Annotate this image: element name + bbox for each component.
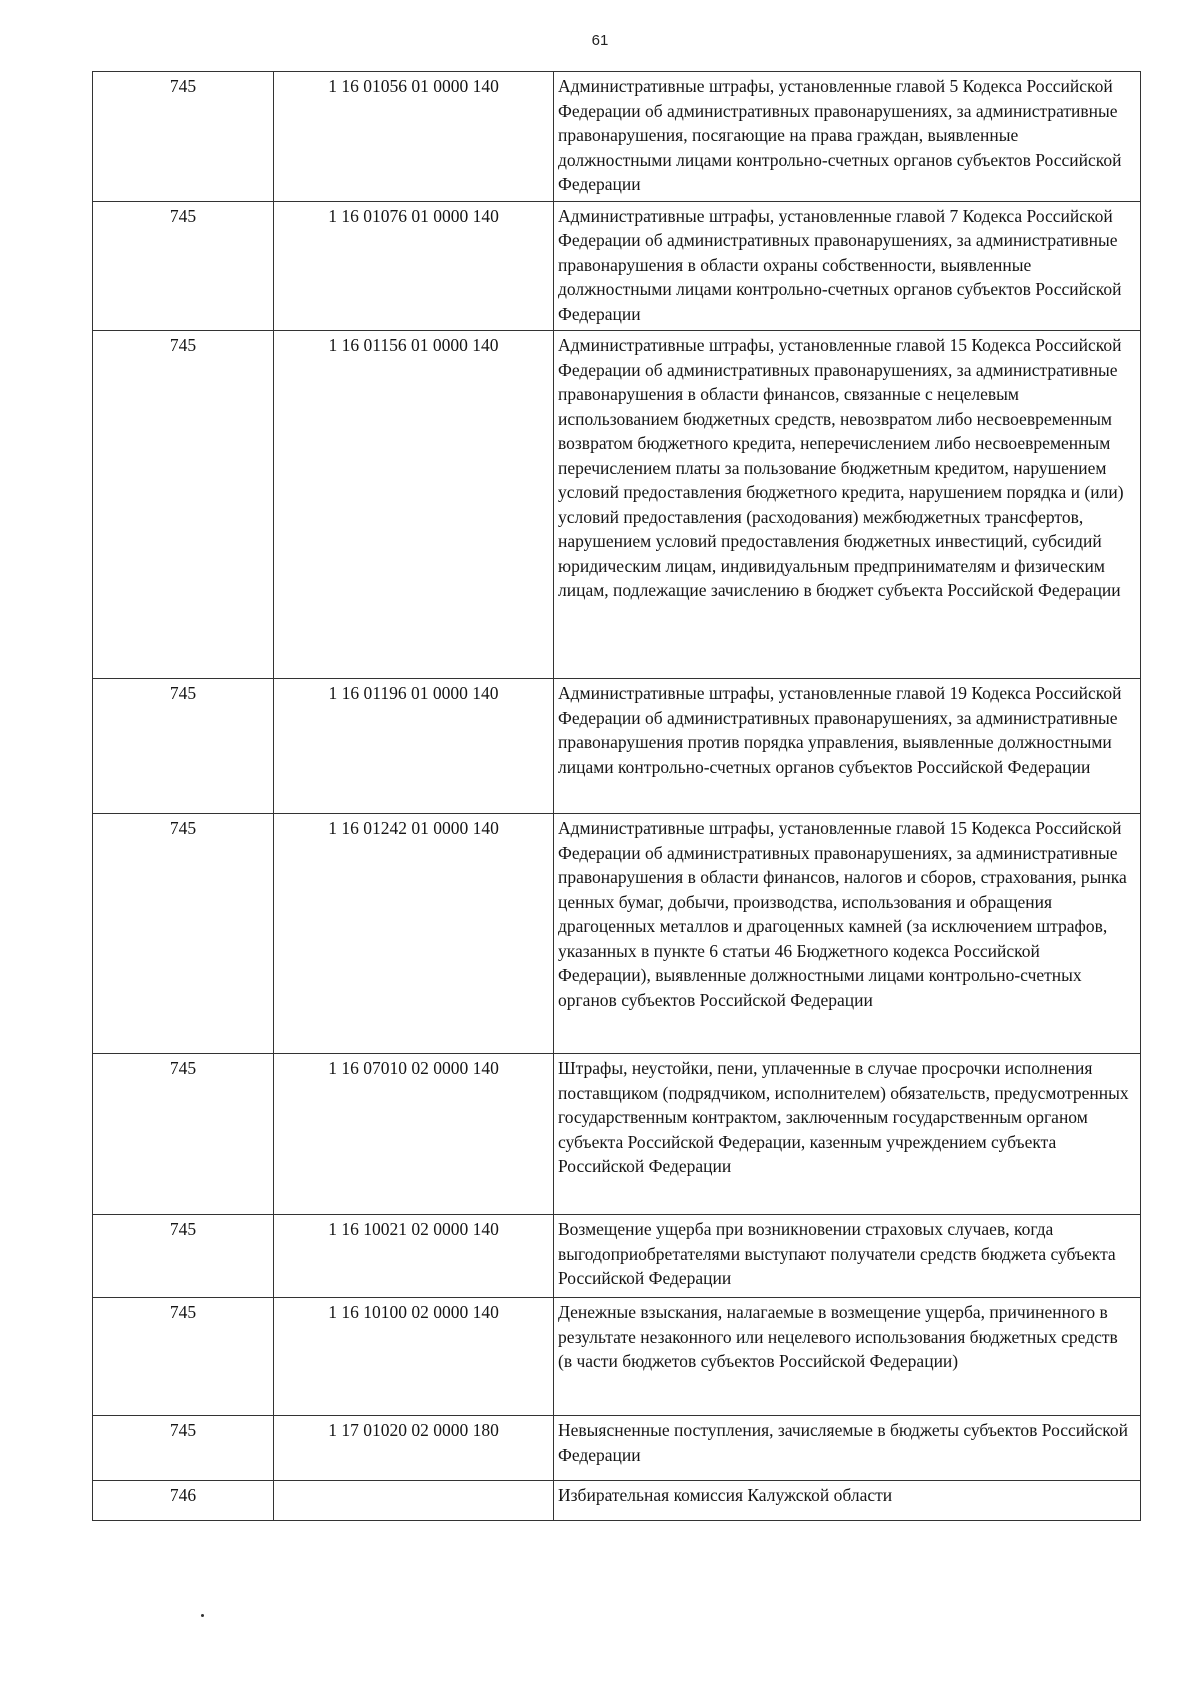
page-number: 61 bbox=[591, 32, 609, 49]
revenue-code-cell: 1 16 01056 01 0000 140 bbox=[274, 72, 554, 202]
revenue-code-cell bbox=[274, 1481, 554, 1521]
table-row bbox=[93, 1054, 1141, 1215]
revenue-code-cell: 1 16 01196 01 0000 140 bbox=[274, 679, 554, 814]
admin-code-cell: 746 bbox=[93, 1481, 274, 1521]
admin-code-cell: 745 bbox=[93, 679, 274, 814]
table-row bbox=[93, 679, 1141, 814]
revenue-code-cell: 1 16 01242 01 0000 140 bbox=[274, 814, 554, 1054]
table-row bbox=[93, 814, 1141, 1054]
description-cell: Административные штрафы, установленные главой 5 Кодекса Российской Федерации об административных правонарушениях, за административные правонарушения, посягающие на права граждан, выявленные должностными лицами контрольно-счетных органов субъектов Российской Федерации bbox=[554, 72, 1141, 202]
description-cell: Административные штрафы, установленные главой 19 Кодекса Российской Федерации об административных правонарушениях, за административные правонарушения против порядка управления, выявленные должностными лицами контрольно-счетных органов субъектов Российской Федерации bbox=[554, 679, 1141, 814]
table-row bbox=[93, 1298, 1141, 1416]
admin-code-cell: 745 bbox=[93, 331, 274, 679]
table-row bbox=[93, 1481, 1141, 1521]
description-cell: Избирательная комиссия Калужской области bbox=[554, 1481, 1141, 1521]
admin-code-cell: 745 bbox=[93, 1054, 274, 1215]
description-cell: Административные штрафы, установленные главой 7 Кодекса Российской Федерации об административных правонарушениях, за административные правонарушения в области охраны собственности, выявленные должностными лицами контрольно-счетных органов субъектов Российской Федерации bbox=[554, 201, 1141, 331]
revenue-code-cell: 1 16 10100 02 0000 140 bbox=[274, 1298, 554, 1416]
budget-revenue-table bbox=[92, 71, 1141, 1521]
admin-code-cell: 745 bbox=[93, 1298, 274, 1416]
admin-code-cell: 745 bbox=[93, 814, 274, 1054]
description-cell: Административные штрафы, установленные главой 15 Кодекса Российской Федерации об административных правонарушениях, за административные правонарушения в области финансов, связанные с нецелевым использованием бюджетных средств, невозвратом либо несвоевременным возвратом бюджетного кредита, неперечислением либо несвоевременным перечислением платы за пользование бюджетным кредитом, нарушением условий предоставления бюджетного кредита, нарушением порядка и (или) условий предоставления (расходования) межбюджетных трансфертов, нарушением условий предоставления бюджетных инвестиций, субсидий юридическим лицам, индивидуальным предпринимателям и физическим лицам, подлежащие зачислению в бюджет субъекта Российской Федерации bbox=[554, 331, 1141, 679]
revenue-code-cell: 1 16 01076 01 0000 140 bbox=[274, 201, 554, 331]
revenue-code-cell: 1 16 10021 02 0000 140 bbox=[274, 1215, 554, 1298]
scan-speck bbox=[201, 1614, 204, 1617]
table-row bbox=[93, 1215, 1141, 1298]
description-cell: Невыясненные поступления, зачисляемые в бюджеты субъектов Российской Федерации bbox=[554, 1416, 1141, 1481]
description-cell: Денежные взыскания, налагаемые в возмещение ущерба, причиненного в результате незаконного или нецелевого использования бюджетных средств (в части бюджетов субъектов Российской Федерации) bbox=[554, 1298, 1141, 1416]
table-row bbox=[93, 331, 1141, 679]
table-row bbox=[93, 72, 1141, 202]
revenue-code-cell: 1 16 07010 02 0000 140 bbox=[274, 1054, 554, 1215]
admin-code-cell: 745 bbox=[93, 72, 274, 202]
revenue-code-cell: 1 17 01020 02 0000 180 bbox=[274, 1416, 554, 1481]
description-cell: Штрафы, неустойки, пени, уплаченные в случае просрочки исполнения поставщиком (подрядчиком, исполнителем) обязательств, предусмотренных государственным контрактом, заключенным государственным органом субъекта Российской Федерации, казенным учреждением субъекта Российской Федерации bbox=[554, 1054, 1141, 1215]
admin-code-cell: 745 bbox=[93, 201, 274, 331]
admin-code-cell: 745 bbox=[93, 1215, 274, 1298]
description-cell: Административные штрафы, установленные главой 15 Кодекса Российской Федерации об административных правонарушениях, за административные правонарушения в области финансов, налогов и сборов, страхования, рынка ценных бумаг, добычи, производства, использования и обращения драгоценных металлов и драгоценных камней (за исключением штрафов, указанных в пункте 6 статьи 46 Бюджетного кодекса Российской Федерации), выявленные должностными лицами контрольно-счетных органов субъектов Российской Федерации bbox=[554, 814, 1141, 1054]
description-cell: Возмещение ущерба при возникновении страховых случаев, когда выгодоприобретателями выступают получатели средств бюджета субъекта Российской Федерации bbox=[554, 1215, 1141, 1298]
table-row bbox=[93, 1416, 1141, 1481]
admin-code-cell: 745 bbox=[93, 1416, 274, 1481]
revenue-code-cell: 1 16 01156 01 0000 140 bbox=[274, 331, 554, 679]
table-row bbox=[93, 201, 1141, 331]
